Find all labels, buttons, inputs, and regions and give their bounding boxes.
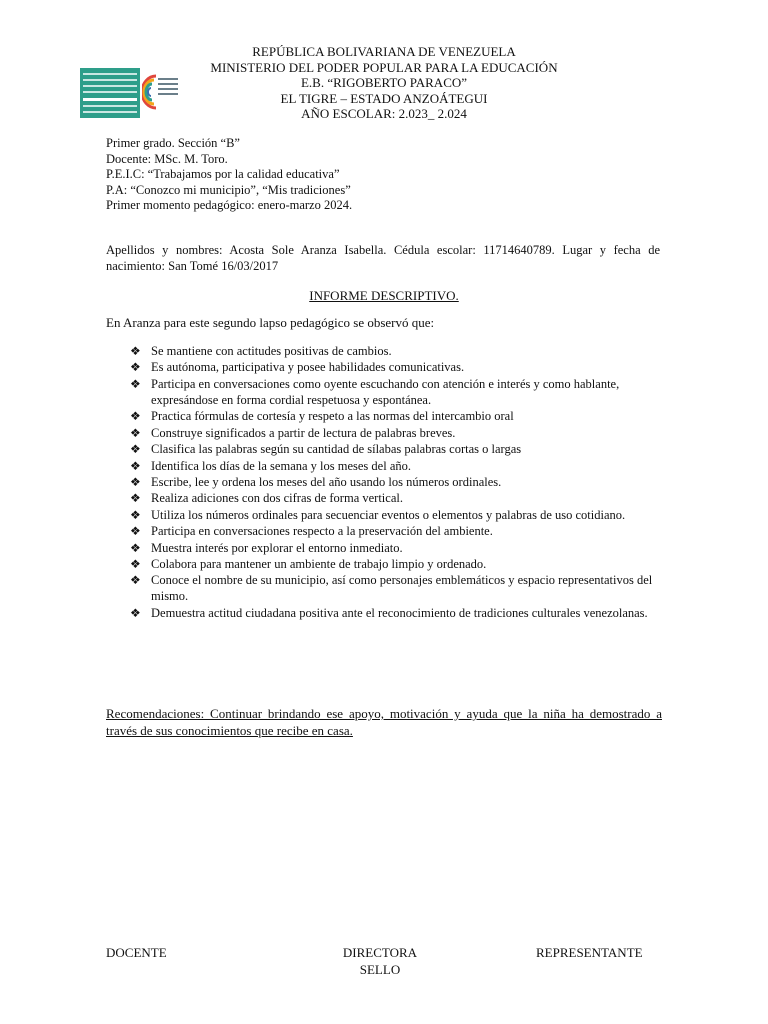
observation-text: Participa en conversaciones como oyente escuchando con atención e interés y como hablante, expresándose en forma cordial respetuosa y espontánea.: [151, 376, 620, 407]
observation-item: [130, 556, 660, 572]
observation-item: [130, 523, 660, 539]
observation-item: [130, 441, 660, 457]
recommendations: Recomendaciones: Continuar brindando ese apoyo, motivación y ayuda que la niña ha demostrado a través de sus conocimientos que recibe en casa.: [106, 706, 662, 738]
teacher-name: Docente: MSc. M. Toro.: [106, 151, 228, 166]
observation-text: Participa en conversaciones respecto a la preservación del ambiente.: [151, 524, 493, 539]
observation-text: Identifica los días de la semana y los meses del año.: [151, 458, 411, 473]
diamond-bullet-icon: ❖: [130, 524, 141, 539]
signature-teacher: [106, 945, 167, 962]
pedagogical-moment: Primer momento pedagógico: enero-marzo 2024.: [106, 198, 353, 212]
observation-item: [130, 359, 660, 375]
diamond-bullet-icon: ❖: [130, 491, 141, 506]
observation-item: [130, 507, 660, 523]
grade-section: Primer grado. Sección “B”: [106, 136, 240, 150]
observation-text: Colabora para mantener un ambiente de trabajo limpio y ordenado.: [151, 556, 487, 571]
diamond-bullet-icon: ❖: [130, 573, 141, 588]
observation-text: Utiliza los números ordinales para secuenciar eventos o elementos y palabras de uso cotidiano.: [151, 507, 626, 522]
observation-item: [130, 605, 660, 621]
header-school-year: AÑO ESCOLAR: 2.023_ 2.024: [301, 106, 467, 121]
observation-item: [130, 408, 660, 424]
logo-banner: [80, 68, 140, 118]
observations-list: [130, 343, 660, 621]
observation-text: Realiza adiciones con dos cifras de forma vertical.: [151, 491, 403, 506]
observation-text: Demuestra actitud ciudadana positiva ante el reconocimiento de tradiciones culturales venezolanas.: [151, 605, 648, 620]
observation-item: [130, 540, 660, 556]
signature-director: [330, 945, 430, 978]
diamond-bullet-icon: ❖: [130, 442, 141, 457]
diamond-bullet-icon: ❖: [130, 458, 141, 473]
signature-director-label: DIRECTORA: [342, 945, 418, 960]
diamond-bullet-icon: ❖: [130, 409, 141, 424]
diamond-bullet-icon: ❖: [130, 474, 141, 489]
observation-item: [130, 343, 660, 359]
observation-text: Clasifica las palabras según su cantidad de sílabas palabras cortas o largas: [151, 442, 522, 457]
diamond-bullet-icon: ❖: [130, 605, 141, 620]
signature-representative: [536, 945, 643, 962]
student-birth-line: nacimiento: San Tomé 16/03/2017: [106, 259, 279, 273]
observation-item: [130, 376, 660, 408]
diamond-bullet-icon: ❖: [130, 376, 141, 391]
observation-item: [130, 474, 660, 490]
diamond-bullet-icon: ❖: [130, 540, 141, 555]
diamond-bullet-icon: ❖: [130, 360, 141, 375]
report-title: INFORME DESCRIPTIVO.: [309, 288, 459, 303]
signature-seal-label: SELLO: [359, 961, 401, 977]
student-details: [106, 242, 660, 274]
diamond-bullet-icon: ❖: [130, 556, 141, 571]
observation-text: Escribe, lee y ordena los meses del año usando los números ordinales.: [151, 474, 502, 489]
pa-project: P.A: “Conozco mi municipio”, “Mis tradiciones”: [106, 182, 351, 197]
header-ministry: MINISTERIO DEL PODER POPULAR PARA LA EDUCACIÓN: [210, 59, 558, 75]
document-header: [150, 44, 618, 122]
header-school: E.B. “RIGOBERTO PARACO”: [300, 75, 468, 90]
diamond-bullet-icon: ❖: [130, 425, 141, 440]
observation-item: [130, 490, 660, 506]
observation-item: [130, 425, 660, 441]
observation-item: [130, 458, 660, 474]
diamond-bullet-icon: ❖: [130, 344, 141, 358]
header-location: EL TIGRE – ESTADO ANZOÁTEGUI: [280, 90, 488, 106]
observation-text: Se mantiene con actitudes positivas de cambios.: [151, 344, 392, 358]
observation-item: [130, 572, 660, 604]
header-republic: REPÚBLICA BOLIVARIANA DE VENEZUELA: [252, 44, 516, 59]
report-intro: En Aranza para este segundo lapso pedagógico se observó que:: [106, 315, 435, 330]
observation-text: Muestra interés por explorar el entorno inmediato.: [151, 540, 403, 555]
observation-text: Es autónoma, participativa y posee habilidades comunicativas.: [151, 360, 465, 375]
student-name-line: Apellidos y nombres: Acosta Sole Aranza Isabella. Cédula escolar: 11714640789. Lugar y fecha de: [106, 243, 660, 257]
class-info: [106, 136, 352, 214]
observation-text: Practica fórmulas de cortesía y respeto a las normas del intercambio oral: [151, 409, 514, 424]
peic-project: P.E.I.C: “Trabajamos por la calidad educativa”: [106, 167, 340, 181]
observation-text: Conoce el nombre de su municipio, así como personajes emblemáticos y espacio representativos del mismo.: [151, 573, 653, 604]
signature-teacher-label: DOCENTE: [106, 945, 167, 960]
signature-representative-label: REPRESENTANTE: [536, 945, 643, 960]
observation-text: Construye significados a partir de lectura de palabras breves.: [151, 425, 456, 440]
diamond-bullet-icon: ❖: [130, 507, 141, 522]
